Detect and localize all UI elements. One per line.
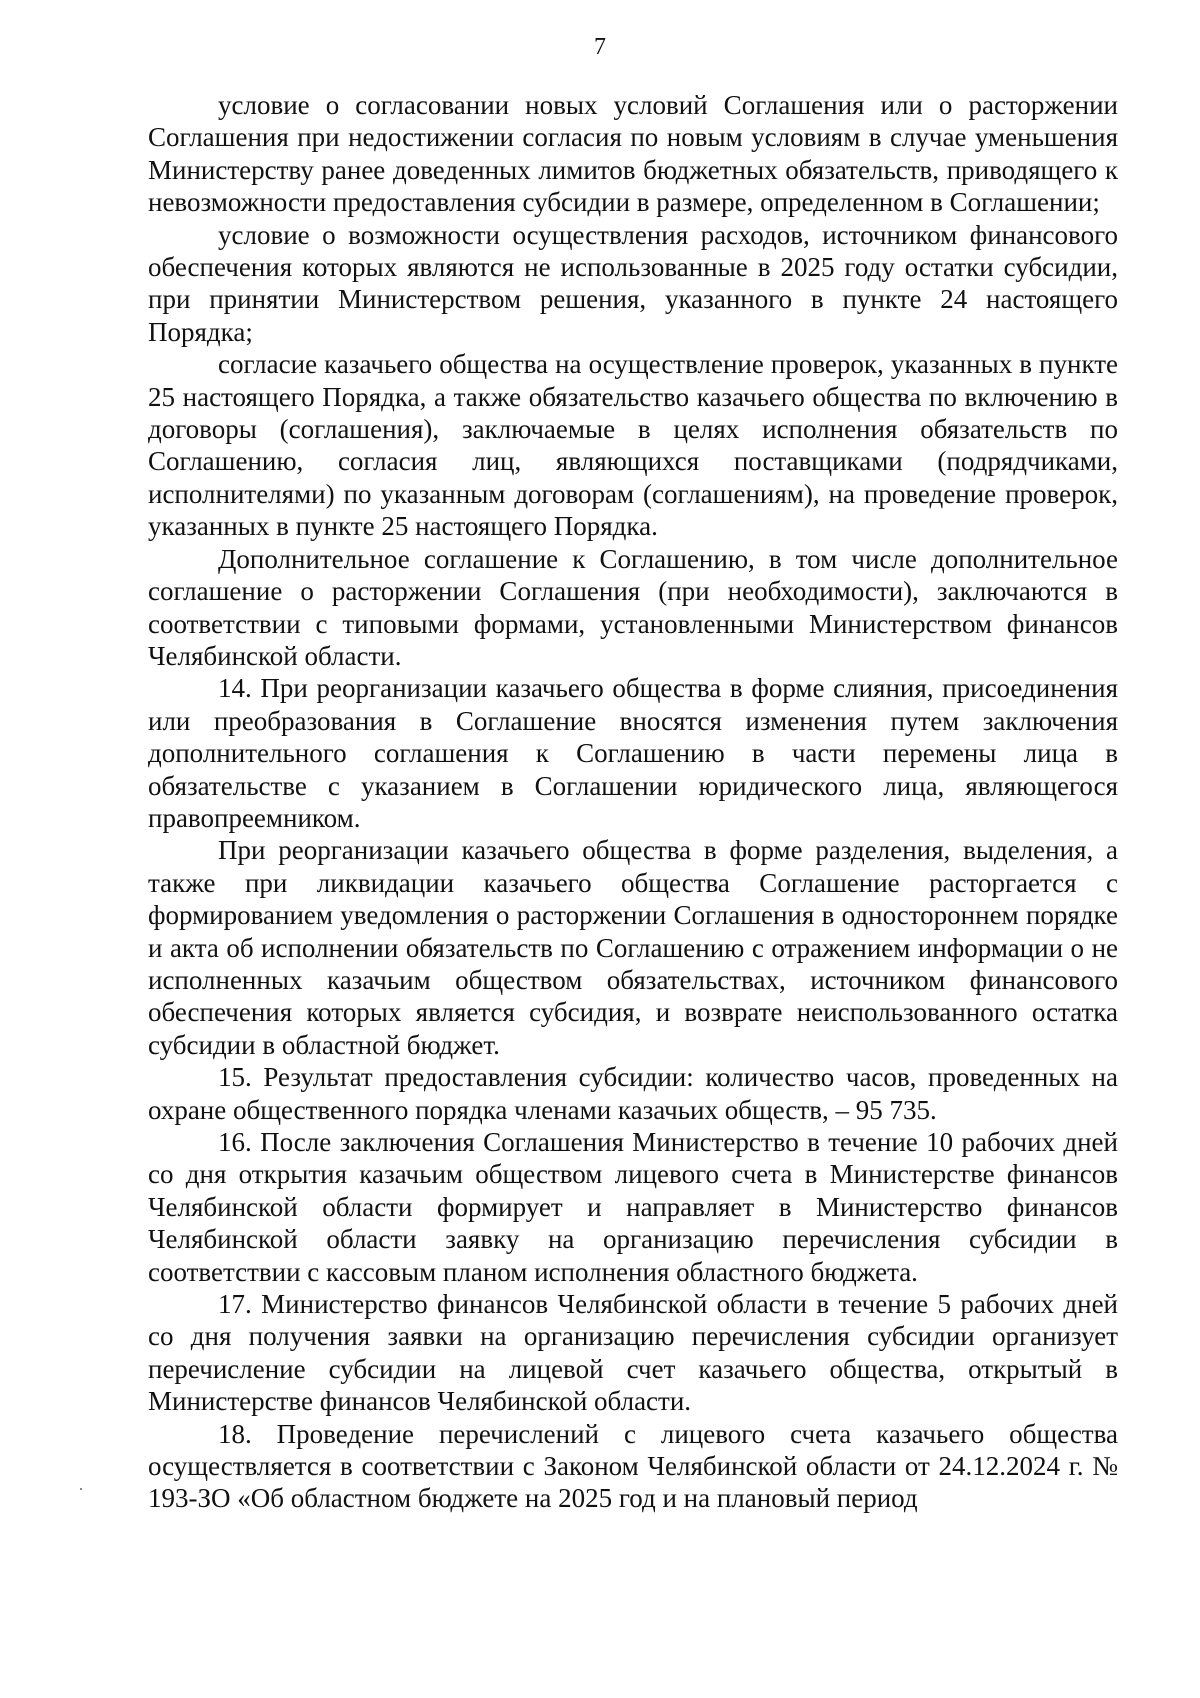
- scan-speck: [80, 1488, 82, 1490]
- page-number: 7: [594, 34, 606, 60]
- paragraph-expenses-condition: условие о возможности осуществления расходов, источником финансового обеспечения которых являются не использованные в 2025 году остатки субсидии, при принятии Министерством решения, указанного в пункте 24 настоящего Порядка;: [148, 219, 1118, 347]
- paragraph-additional-agreement: Дополнительное соглашение к Соглашению, в том числе дополнительное соглашение о расторжении Соглашения (при необходимости), заключаются в соответствии с типовыми формами, установленными Министерством финансов Челябинской области.: [148, 543, 1118, 671]
- paragraph-agreement-conditions: условие о согласовании новых условий Соглашения или о расторжении Соглашения при недостижении согласия по новым условиям в случае уменьшения Министерству ранее доведенных лимитов бюджетных обязательств, приводящего к невозможности предоставления субсидии в размере, определенном в Соглашении;: [148, 90, 1118, 218]
- paragraph-item-15: 15. Результат предоставления субсидии: количество часов, проведенных на охране общественного порядка членами казачьих обществ, – 95 735.: [148, 1062, 1118, 1125]
- paragraph-item-17: 17. Министерство финансов Челябинской области в течение 5 рабочих дней со дня получения заявки на организацию перечисления субсидии организует перечисление субсидии на лицевой счет казачьего общества, открытый в Министерстве финансов Челябинской области.: [148, 1289, 1118, 1417]
- paragraph-item-18: 18. Проведение перечислений с лицевого счета казачьего общества осуществляется в соответствии с Законом Челябинской области от 24.12.2024 г. № 193-ЗО «Об областном бюджете на 2025 год и на плановый период: [148, 1418, 1118, 1514]
- document-body: [148, 89, 1118, 1515]
- paragraph-reorganization-termination: При реорганизации казачьего общества в форме разделения, выделения, а также при ликвидации казачьего общества Соглашение расторгается с формированием уведомления о расторжении Соглашения в одностороннем порядке и акта об исполнении обязательств по Соглашению с отражением информации о не исполненных казачьим обществом обязательствах, источником финансового обеспечения которых является субсидия, и возврате неиспользованного остатка субсидии в областной бюджет.: [148, 835, 1118, 1060]
- paragraph-item-14: 14. При реорганизации казачьего общества в форме слияния, присоединения или преобразования в Соглашение вносятся изменения путем заключения дополнительного соглашения к Соглашению в части перемены лица в обязательстве с указанием в Соглашении юридического лица, являющегося правопреемником.: [148, 673, 1118, 833]
- paragraph-inspections-consent: согласие казачьего общества на осуществление проверок, указанных в пункте 25 настоящего Порядка, а также обязательство казачьего общества по включению в договоры (соглашения), заключаемые в целях исполнения обязательств по Соглашению, согласия лиц, являющихся поставщиками (подрядчиками, исполнителями) по указанным договорам (соглашениям), на проведение проверок, указанных в пункте 25 настоящего Порядка.: [148, 349, 1118, 542]
- paragraph-item-16: 16. После заключения Соглашения Министерство в течение 10 рабочих дней со дня открытия казачьим обществом лицевого счета в Министерстве финансов Челябинской области формирует и направляет в Министерство финансов Челябинской области заявку на организацию перечисления субсидии в соответствии с кассовым планом исполнения областного бюджета.: [148, 1127, 1118, 1287]
